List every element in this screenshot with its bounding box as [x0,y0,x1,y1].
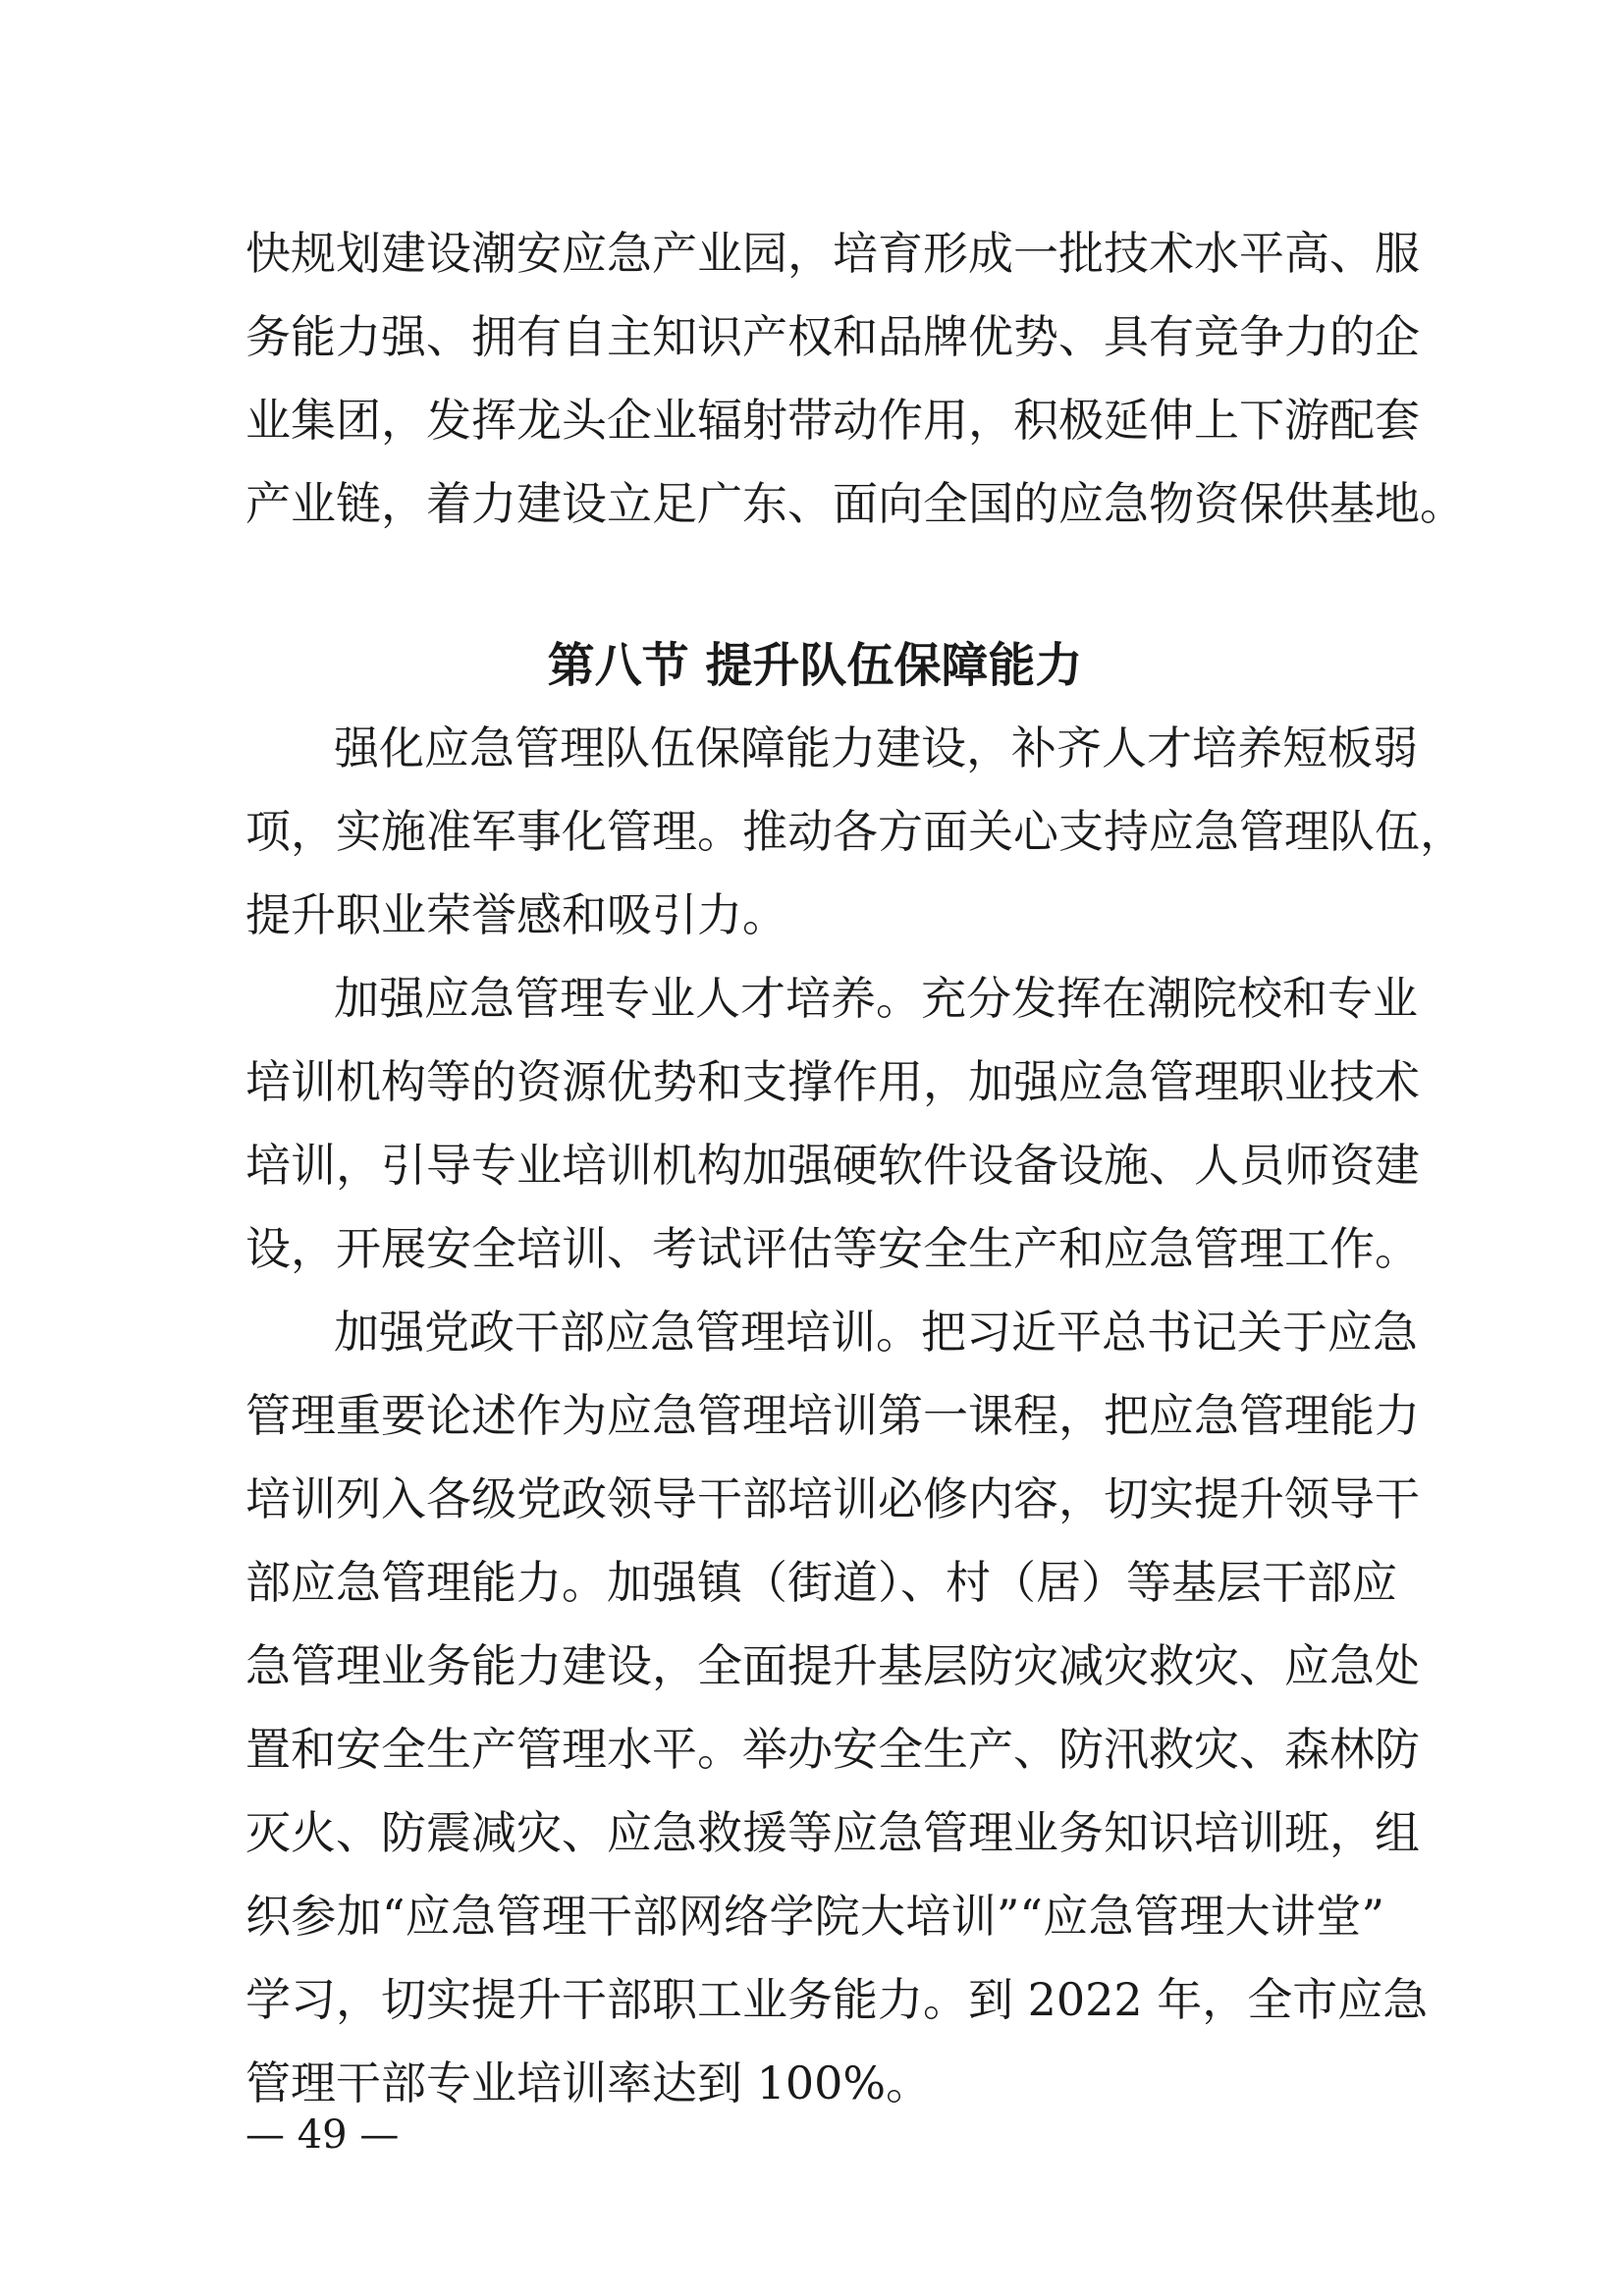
intro-line: 快规划建设潮安应急产业园，培育形成一批技术水平高、服 [245,227,1420,280]
paragraph-line: 部应急管理能力。加强镇（街道）、村（居）等基层干部应 [245,1556,1397,1609]
paragraph-line: 灭火、防震减灾、应急救援等应急管理业务知识培训班，组 [245,1806,1420,1859]
paragraph-line: 加强党政干部应急管理培训。把习近平总书记关于应急 [334,1306,1418,1359]
paragraph-line: 培训机构等的资源优势和支撑作用，加强应急管理职业技术 [245,1055,1420,1108]
page-number: — 49 — [245,2112,400,2158]
paragraph-line: 培训，引导专业培训机构加强硬软件设备设施、人员师资建 [245,1139,1420,1192]
intro-line: 务能力强、拥有自主知识产权和品牌优势、具有竞争力的企 [245,310,1420,363]
paragraph-line: 管理重要论述作为应急管理培训第一课程，把应急管理能力 [245,1389,1420,1442]
paragraph-line: 培训列入各级党政领导干部培训必修内容，切实提升领导干 [245,1472,1420,1525]
paragraph-line: 强化应急管理队伍保障能力建设，补齐人才培养短板弱 [334,721,1418,774]
paragraph-line: 急管理业务能力建设，全面提升基层防灾减灾救灾、应急处 [245,1639,1420,1692]
intro-line: 产业链，着力建设立足广东、面向全国的应急物资保供基地。 [245,477,1465,530]
paragraph-line: 项，实施准军事化管理。推动各方面关心支持应急管理队伍， [245,805,1465,858]
paragraph-line: 织参加“应急管理干部网络学院大培训”“应急管理大讲堂” [245,1890,1384,1943]
paragraph-line: 加强应急管理专业人才培养。充分发挥在潮院校和专业 [334,972,1418,1025]
paragraph-line: 置和安全生产管理水平。举办安全生产、防汛救灾、森林防 [245,1723,1420,1776]
paragraph-line: 学习，切实提升干部职工业务能力。到 2022 年，全市应急 [245,1973,1429,2026]
paragraph-line: 提升职业荣誉感和吸引力。 [245,888,787,941]
paragraph-line: 设，开展安全培训、考试评估等安全生产和应急管理工作。 [245,1222,1420,1275]
paragraph-line: 管理干部专业培训率达到 100%。 [245,2056,932,2109]
intro-line: 业集团，发挥龙头企业辐射带动作用，积极延伸上下游配套 [245,394,1420,447]
section-heading: 第八节 提升队伍保障能力 [547,638,1083,693]
